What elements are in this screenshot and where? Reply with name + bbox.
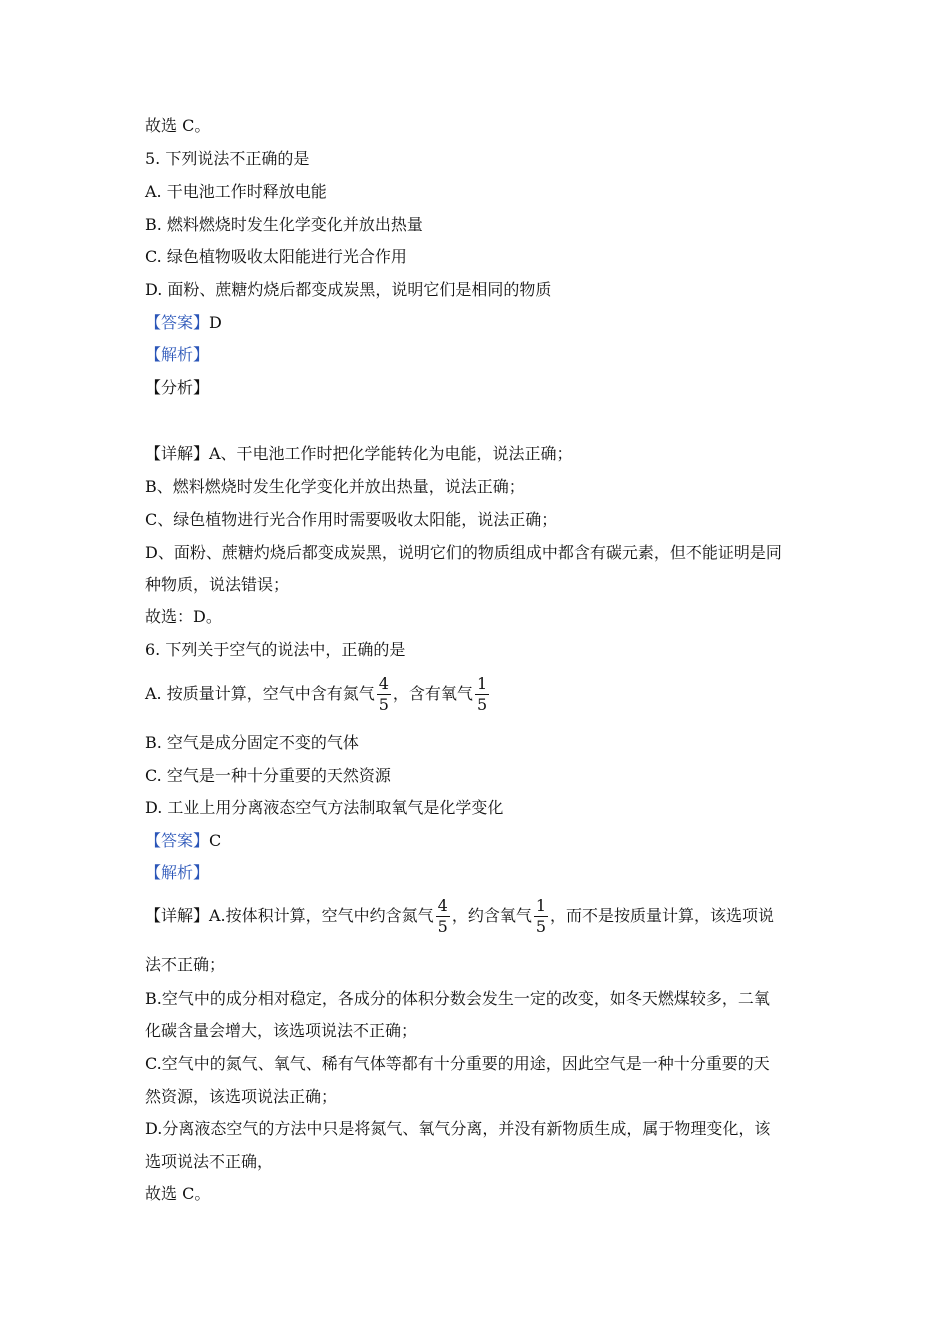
q5-detail-d-line2: 种物质，说法错误；	[145, 575, 290, 594]
fraction-nitrogen	[377, 674, 391, 715]
q6-option-d: D. 工业上用分离液态空气方法制取氧气是化学变化	[145, 798, 504, 817]
fraction-numerator: 4	[378, 674, 389, 693]
answer-value: C	[209, 831, 222, 850]
q6-option-a	[145, 674, 491, 715]
q5-fenxi-tag: 【分析】	[145, 378, 210, 397]
q6-option-a-text-mid: ，含有氧气	[392, 684, 473, 703]
q5-stem: 5. 下列说法不正确的是	[145, 149, 310, 168]
q5-option-c: C. 绿色植物吸收太阳能进行光合作用	[145, 247, 407, 266]
q6-analysis-tag: 【解析】	[145, 863, 210, 882]
answer-tag: 【答案】	[145, 831, 210, 850]
q6-option-c: C. 空气是一种十分重要的天然资源	[145, 766, 391, 785]
q6-detail-d-line2: 选项说法不正确，	[145, 1152, 274, 1171]
q6-detail-a-text-mid: ，约含氧气	[451, 906, 532, 925]
q6-detail-b-line1: B.空气中的成分相对稳定，各成分的体积分数会发生一定的改变，如冬天燃煤较多，二氧	[145, 989, 770, 1008]
fraction-denominator: 5	[378, 695, 389, 714]
q5-detail-c: C、绿色植物进行光合作用时需要吸收太阳能，说法正确；	[145, 510, 558, 529]
q5-option-d: D. 面粉、蔗糖灼烧后都变成炭黑，说明它们是相同的物质	[145, 280, 552, 299]
q5-analysis-tag: 【解析】	[145, 345, 210, 364]
q5-detail-d-line1: D、面粉、蔗糖灼烧后都变成炭黑，说明它们的物质组成中都含有碳元素，但不能证明是同	[145, 543, 782, 562]
q6-conclusion: 故选 C。	[145, 1184, 211, 1203]
fraction-numerator: 4	[437, 896, 448, 915]
q6-detail-a-line2: 法不正确；	[145, 955, 226, 974]
q5-option-a: A. 干电池工作时释放电能	[145, 182, 327, 201]
q6-detail-a-text: 【详解】A.按体积计算，空气中约含氮气	[145, 906, 434, 925]
q6-answer	[145, 831, 221, 851]
fraction-denominator: 5	[476, 695, 488, 714]
q6-detail-b-line2: 化碳含量会增大，该选项说法不正确；	[145, 1021, 418, 1040]
q5-answer	[145, 313, 222, 333]
answer-tag: 【答案】	[145, 313, 210, 332]
conclusion-line: 故选 C。	[145, 116, 211, 135]
q6-detail-c-line1: C.空气中的氮气、氧气、稀有气体等都有十分重要的用途，因此空气是一种十分重要的天	[145, 1054, 770, 1073]
q6-option-a-text: A. 按质量计算，空气中含有氮气	[145, 684, 375, 703]
q6-option-b: B. 空气是成分固定不变的气体	[145, 733, 359, 752]
q6-detail-a-line1	[145, 896, 774, 937]
fraction-nitrogen	[436, 896, 450, 937]
q5-option-b: B. 燃料燃烧时发生化学变化并放出热量	[145, 215, 423, 234]
fraction-numerator: 1	[476, 674, 488, 693]
q6-detail-a-text-post: ，而不是按质量计算，该选项说	[550, 906, 775, 925]
fraction-numerator: 1	[535, 896, 547, 915]
fraction-oxygen	[475, 674, 489, 715]
q6-detail-d-line1: D.分离液态空气的方法中只是将氮气、氧气分离，并没有新物质生成，属于物理变化，该	[145, 1119, 771, 1138]
q5-detail-a: 【详解】A、干电池工作时把化学能转化为电能，说法正确；	[145, 444, 573, 463]
q6-stem: 6. 下列关于空气的说法中，正确的是	[145, 640, 406, 659]
q6-detail-c-line2: 然资源，该选项说法正确；	[145, 1087, 338, 1106]
fraction-oxygen	[534, 896, 548, 937]
answer-value: D	[209, 313, 222, 332]
q5-conclusion: 故选：D。	[145, 607, 222, 626]
fraction-denominator: 5	[535, 917, 547, 936]
q5-detail-b: B、燃料燃烧时发生化学变化并放出热量，说法正确；	[145, 477, 525, 496]
fraction-denominator: 5	[437, 917, 448, 936]
